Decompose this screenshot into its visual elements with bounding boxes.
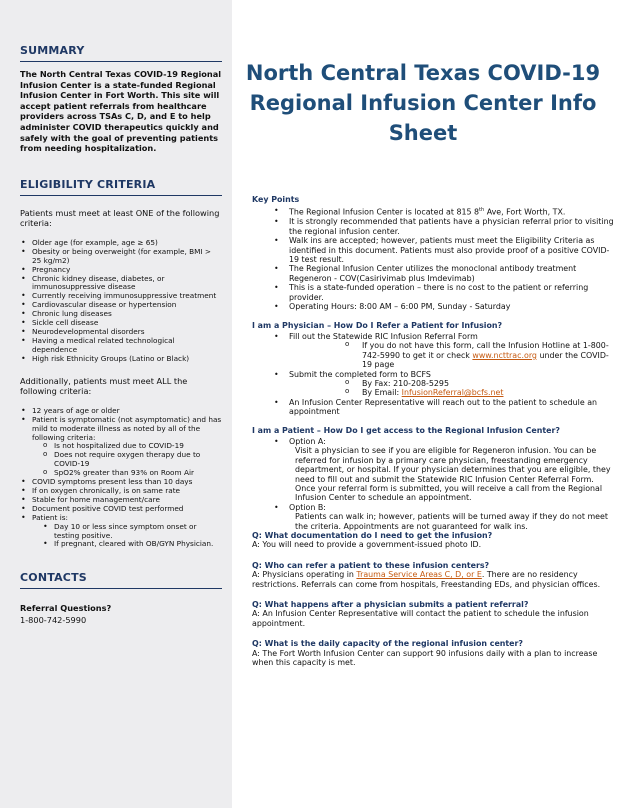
info-body	[252, 195, 615, 668]
physician-sublist	[289, 341, 615, 369]
faq-question-2: Q: Who can refer a patient to these infusion centers?	[252, 560, 490, 570]
list-item: • Day 10 or less since symptom onset or testing positive.	[32, 523, 222, 541]
patient-is-text: Patient is:	[32, 512, 69, 522]
submit-sublist	[289, 379, 615, 398]
no-form-text-post: under the COVID-19 page	[362, 350, 609, 370]
list-item: • Older age (for example, age ≥ 65)	[20, 239, 222, 248]
list-item: o By Fax: 210-208-5295	[289, 379, 615, 388]
list-item: • Neurodevelopmental disorders	[20, 328, 222, 337]
list-item: • Chronic lung diseases	[20, 310, 222, 319]
location-text-sup: th	[479, 207, 485, 214]
trauma-areas-link[interactable]: Trauma Service Areas C, D, or E	[356, 570, 482, 580]
list-item: • Stable for home management/care	[20, 496, 222, 505]
eligibility-heading: ELIGIBILITY CRITERIA	[20, 178, 222, 196]
ncttrac-link[interactable]: www.ncttrac.org	[472, 350, 537, 360]
criteria-all-list	[20, 407, 222, 550]
list-item: • It is strongly recommended that patients have a physician referral prior to visiting the regional infusion center.	[252, 217, 615, 236]
list-item	[289, 388, 615, 397]
list-item: • COVID symptoms present less than 10 days	[20, 478, 222, 487]
summary-text: The North Central Texas COVID-19 Regional Infusion Center is a state-funded Regional Infusion Center in Fort Worth. This site will accept patient referrals from healthcare providers across TSAs C, D, and E to help administer COVID therapeutics quickly and safely with the goal of preventing patients from needing hospitalization.	[20, 69, 222, 154]
location-text-post: Ave, Fort Worth, TX.	[484, 208, 566, 218]
eligibility-intro: Patients must meet at least ONE of the following criteria:	[20, 207, 220, 229]
email-label: By Email:	[362, 388, 402, 398]
list-item: • Having a medical related technological dependence	[20, 337, 222, 355]
physician-heading: I am a Physician – How Do I Refer a Patient for Infusion?	[252, 320, 503, 330]
list-item: • Cardiovascular disease or hypertension	[20, 301, 222, 310]
list-item: • 12 years of age or older	[20, 407, 222, 416]
faq-answer-4: A: The Fort Worth Infusion Center can support 90 infusions daily with a plan to increase when this capacity is met.	[252, 648, 598, 668]
patient-options-list	[252, 437, 615, 531]
patient-is-sublist	[32, 523, 222, 550]
faq-question-4: Q: What is the daily capacity of the regional infusion center?	[252, 639, 524, 649]
list-item: • Walk ins are accepted; however, patients must meet the Eligibility Criteria as identified in this document. Patients must also provide proof of a positive COVID-19 test result.	[252, 236, 615, 264]
list-item: • Obesity or being overweight (for example, BMI > 25 kg/m2)	[20, 248, 222, 266]
symptomatic-sublist	[32, 442, 222, 478]
list-item: • If on oxygen chronically, is on same rate	[20, 487, 222, 496]
faq-answer-2-pre: A: Physicians operating in	[252, 570, 357, 580]
list-item: • Sickle cell disease	[20, 319, 222, 328]
list-item: • The Regional Infusion Center utilizes the monoclonal antibody treatment Regeneron - COV(Casirivimab plus Imdevimab)	[252, 264, 615, 283]
fill-out-text: Fill out the Statewide RIC Infusion Referral Form	[289, 331, 478, 341]
list-item	[252, 206, 615, 217]
list-item	[20, 416, 222, 478]
symptomatic-text: Patient is symptomatic (not asymptomatic) and has mild to moderate illness as noted by all of the following criteria:	[32, 414, 222, 442]
list-item: • Document positive COVID test performed	[20, 505, 222, 514]
list-item	[252, 437, 615, 503]
key-points-list	[252, 206, 615, 311]
faq-question-1: Q: What documentation do I need to get the infusion?	[252, 531, 493, 541]
faq-answer-3: A: An Infusion Center Representative will contact the patient to schedule the infusion appointment.	[252, 609, 589, 628]
submit-text: Submit the completed form to BCFS	[289, 369, 431, 379]
sidebar	[0, 0, 232, 808]
email-link[interactable]: InfusionReferral@bcfs.net	[401, 388, 504, 398]
faq-answer-2	[252, 570, 615, 589]
list-item: • An Infusion Center Representative will reach out to the patient to schedule an appointment	[252, 398, 615, 417]
location-text-pre: The Regional Infusion Center is located at 815 8	[289, 208, 480, 218]
list-item: • If pregnant, cleared with OB/GYN Physician.	[32, 540, 222, 549]
option-a-text: Visit a physician to see if you are eligible for Regeneron infusion. You can be referred for infusion by a primary care physician, freestanding emergency department, or hospital. If your physician determines that you are eligible, they need to fill out and submit the Statewide RIC Infusion Center Referral Form. Once your referral form is submitted, you will receive a call from the Regional Infusion Center to schedule an appointment.	[295, 446, 611, 503]
all-criteria-intro: Additionally, patients must meet ALL the following criteria:	[20, 375, 188, 397]
referral-questions-label: Referral Questions?	[20, 603, 112, 614]
criteria-one-list	[20, 239, 222, 364]
no-form-text: If you do not have this form, call the Infusion Hotline at 1-800-742-5990 to get it or check	[362, 341, 609, 360]
list-item	[20, 514, 222, 550]
physician-list	[252, 332, 615, 417]
key-points-heading: Key Points	[252, 195, 300, 204]
list-item	[289, 341, 615, 369]
page-title: North Central Texas COVID-19 Regional Infusion Center Info Sheet	[245, 61, 601, 145]
list-item: • Pregnancy	[20, 266, 222, 275]
list-item: • Operating Hours: 8:00 AM – 6:00 PM, Sunday - Saturday	[252, 302, 615, 311]
list-item: o Is not hospitalized due to COVID-19	[32, 442, 222, 451]
faq-question-3: Q: What happens after a physician submits a patient referral?	[252, 600, 529, 610]
list-item	[252, 503, 615, 531]
option-b-label: • Option B:	[289, 502, 326, 512]
list-item	[252, 332, 615, 370]
list-item: o Does not require oxygen therapy due to COVID-19	[32, 451, 222, 469]
summary-heading: SUMMARY	[20, 44, 222, 62]
list-item: o SpO2% greater than 93% on Room Air	[32, 469, 222, 478]
contacts-heading: CONTACTS	[20, 571, 222, 589]
patient-heading: I am a Patient – How Do I get access to the Regional Infusion Center?	[252, 425, 560, 435]
faq-answer-1: A: You will need to provide a government-issued photo ID.	[252, 540, 482, 550]
list-item	[252, 370, 615, 398]
list-item: • This is a state-funded operation – there is no cost to the patient or referring provider.	[252, 283, 615, 302]
list-item: • High risk Ethnicity Groups (Latino or Black)	[20, 355, 222, 364]
list-item: • Chronic kidney disease, diabetes, or immunosuppressive disease	[20, 275, 222, 293]
option-a-label: • Option A:	[289, 436, 326, 446]
referral-phone: 1-800-742-5990	[20, 615, 87, 626]
faq-answer-2-post: . There are no residency restrictions. Referrals can come from hospitals, Freestanding EDs, and physician offices.	[252, 570, 601, 589]
list-item: • Currently receiving immunosuppressive treatment	[20, 292, 222, 301]
option-b-text: Patients can walk in; however, patients will be turned away if they do not meet the criteria. Appointments are not guaranteed for walk ins.	[295, 512, 608, 531]
